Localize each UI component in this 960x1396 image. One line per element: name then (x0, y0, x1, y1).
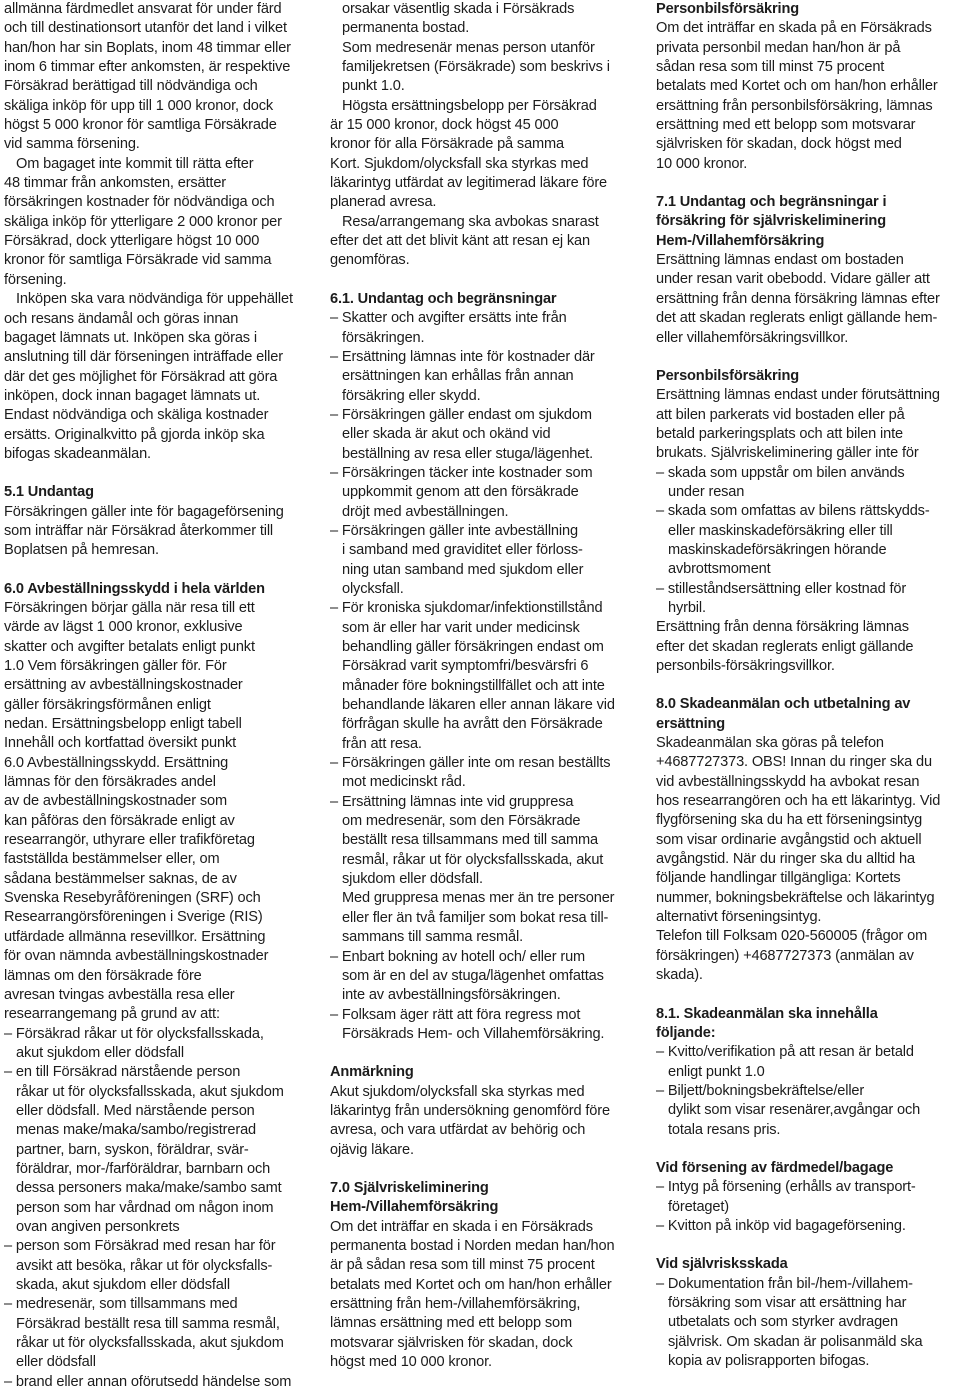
paragraph: Om det inträffar en skada i en Försäkrads permanenta bostad i Norden medan han/hon är på sådan resa som till minst 75 procent betalats med Kortet och om han/hon erhåller ersättning från hem-/villahemförsäkring, lämnas ersättning med ett belopp som motsvarar självrisken för skadan, dock högst med 10 000 kronor. (330, 1218, 615, 1371)
section-heading-anmarkning: Anmärkning (330, 1064, 414, 1081)
list-item: – Kvitton på inköp vid bagageförsening. (656, 1217, 906, 1234)
list-item: – Försäkringen gäller inte om resan beställts mot medicinskt råd. (330, 755, 611, 791)
paragraph: Ersättning lämnas endast om bostaden under resan varit obebodd. Vidare gäller att ersättning från denna försäkring lämnas efter det att skadan reglerats enligt gällande hem- eller villahemförsäkringsvillkor. (656, 252, 940, 346)
paragraph: Försäkringen börjar gälla när resa till ett värde av lägst 1 000 kronor, exklusive skatter och avgifter betalats enligt punkt 1.0 Vem försäkringen gäller för. För ersättning av avbeställningskostnader gäller försäkringsförmånen enligt nedan. Ersättningsbelopp enligt tabell Innehåll och kortfattad översikt punkt 6.0 Avbeställningsskydd. Ersättning lämnas för den försäkrades andel av de avbeställningskostnader som kan påföras den försäkrade enligt av researrangör, uthyrare eller trafikföretag fastställda bestämmelser eller, om sådana bestämmelser saknas, de av Svenska Resebyråföreningen (SRF) och Researrangörsföreningen i Sverige (RIS) utfärdade allmänna resevillkor. Ersättning för ovan nämnda avbeställningskostnader lämnas om den försäkrade före avresan tvingas avbeställa resa eller researrangemang på grund av att: (4, 599, 269, 1023)
section-heading-7-0: 7.0 Självriskeliminering Hem-/Villahemförsäkring (330, 1179, 499, 1216)
paragraph: Ersättning från denna försäkring lämnas efter det skadan reglerats enligt gällande personbils-försäkringsvillkor. (656, 619, 914, 674)
list-item: – Intyg på försening (erhålls av transport- företaget) (656, 1179, 916, 1215)
paragraph: Om det inträffar en skada på en Försäkrads privata personbil medan han/hon är på sådan resa som till minst 75 procent betalats med Kortet och om han/hon erhåller ersättning från personbilsförsäkring, lämnas ersättning med ett belopp som motsvarar självrisken för skadan, dock högst med 10 000 kronor. (656, 20, 938, 172)
list-item: – Skatter och avgifter ersätts inte från försäkringen. (330, 310, 567, 346)
paragraph: Resa/arrangemang ska avbokas snarast efter det att det blivit känt att resan ej kan genomföras. (330, 213, 599, 269)
section-heading-8-1: 8.1. Skadeanmälan ska innehålla följande: (656, 1005, 878, 1041)
list-item: – Kvitto/verifikation på att resan är betald enligt punkt 1.0 (656, 1044, 914, 1080)
list-item: – Ersättning lämnas inte vid gruppresa om medresenär, som den Försäkrade beställt resa tillsammans med till samma resmål, råkar ut för olycksfallsskada, akut sjukdom eller dödsfall. Med gruppresa menas mer än tre personer eller fler än två familjer som bokat resa till- sammans till samma resmål. (330, 793, 615, 946)
list-item: – Försäkringen täcker inte kostnader som uppkommit genom att den försäkrade dröjt med avbeställningen. (330, 464, 593, 520)
list-item: – medresenär, som tillsammans med Försäkrad beställt resa till samma resmål, råkar ut för olycksfallsskada, akut sjukdom eller dödsfall (4, 1296, 284, 1371)
section-heading-5-1: 5.1 Undantag (4, 484, 94, 501)
section-heading-6-0: 6.0 Avbeställningsskydd i hela världen (4, 580, 265, 597)
paragraph: Telefon till Folksam 020-560005 (frågor om försäkringen) +4687727373 (anmälan av skada). (656, 928, 928, 984)
section-heading-sjalvrisk: Vid självrisksskada (656, 1256, 788, 1273)
list-item: – skada som omfattas av bilens rättskydds- eller maskinskadeförsäkring eller till maskinskadeförsäkringen hörande avbrottsmoment (656, 503, 930, 578)
list-item: – Försäkringen gäller inte avbeställning i samband med graviditet eller förloss- ning utan samband med sjukdom eller olycksfall. (330, 522, 584, 597)
section-heading-personbil: Personbilsförsäkring (656, 1, 799, 17)
list-item: – Biljett/bokningsbekräftelse/eller dylikt som visar resenärer,avgångar och totala resans pris. (656, 1082, 921, 1138)
paragraph: Skadeanmälan ska göras på telefon +4687727373. OBS! Innan du ringer ska du vid avbeställningsskydd ha avbokat resan hos researrangören och ha ett läkarintyg. Vid flygförsening ska du ha ett förseningsintyg som visar ordinarie avgångstid och aktuell avgångstid. När du ringer ska du alltid ha följande handlingar tillgängliga: Kortets nummer, bokningsbekräftelse och läkarintyg alternativt förseningsintyg. (656, 735, 941, 926)
list-item: – Dokumentation från bil-/hem-/villahem- försäkring som visar att ersättning har utbetalats och som styrker avdragen självrisk. Om skadan är polisanmäld ska kopia av polisrapporten bifogas. (656, 1275, 923, 1369)
list-item: – Folksam äger rätt att föra regress mot Försäkrads Hem- och Villahemförsäkring. (330, 1006, 605, 1042)
paragraph: Akut sjukdom/olycksfall ska styrkas med läkarintyg från undersökning genomförd före avresa, och vara utfärdat av behörig och ojävig läkare. (330, 1083, 610, 1158)
list-item: – brand eller annan oförutsedd händelse som (4, 1373, 292, 1390)
list-item: – Försäkringen gäller endast om sjukdom eller skada är akut och okänd vid beställning av resa eller stuga/lägenhet. (330, 406, 594, 462)
section-heading-personbil-2: Personbilsförsäkring (656, 367, 799, 384)
column-2 (330, 0, 635, 1372)
list-item: – skada som uppstår om bilen används under resan (656, 464, 905, 500)
paragraph: Ersättning lämnas endast under förutsättning att bilen parkerats vid bostaden eller på betald parkeringsplats och att bilen inte brukats. Självriskeliminering gäller inte för (656, 387, 940, 462)
list-item: – stilleståndsersättning eller kostnad för hyrbil. (656, 580, 907, 616)
paragraph: Högsta ersättningsbelopp per Försäkrad är 15 000 kronor, dock högst 45 000 kronor för alla Försäkrade på samma Kort. Sjukdom/olycksfall ska styrkas med läkarintyg utfärdat av legitimerad läkare före planerad avresa. (330, 97, 608, 211)
column-1 (4, 0, 309, 1392)
section-heading-forsening: Vid försening av färdmedel/bagage (656, 1159, 894, 1176)
paragraph: allmänna färdmedlet ansvarat för under färd och till destinationsort utanför det land i vilket han/hon har sin Boplats, inom 48 timmar eller inom 6 timmar efter ankomsten, är respektive Försäkrad berättigad till nödvändiga och skäliga inköp för upp till 1 000 kronor, dock högst 5 000 kronor för samtliga Försäkrade vid samma försening. (4, 1, 291, 153)
list-item: – Försäkrad råkar ut för olycksfallsskada, akut sjukdom eller dödsfall (4, 1025, 264, 1061)
column-3 (656, 0, 958, 1371)
section-heading-7-1: 7.1 Undantag och begränsningar i försäkring för självriskeliminering Hem-/Villahemförsäkring (656, 194, 887, 249)
section-heading-6-1: 6.1. Undantag och begränsningar (330, 290, 557, 307)
list-item: – person som Försäkrad med resan har för avsikt att besöka, råkar ut för olycksfalls- skada, akut sjukdom eller dödsfall (4, 1238, 276, 1293)
paragraph: Om bagaget inte kommit till rätta efter 48 timmar från ankomsten, ersätter försäkringen kostnader för nödvändiga och skäliga inköp för ytterligare 2 000 kronor per Försäkrad, dock ytterligare högst 10 000 kronor för samtliga Försäkrade vid samma försening. (4, 155, 282, 288)
paragraph: orsakar väsentlig skada i Försäkrads permanenta bostad. Som medresenär menas person utanför familjekretsen (Försäkrade) som beskrivs i punkt 1.0. (342, 1, 610, 95)
list-item: – en till Försäkrad närstående person råkar ut för olycksfallsskada, akut sjukdom eller dödsfall. Med närstående person menas make/maka/sambo/registrerad partner, barn, syskon, föräldrar, svär- föräldrar, mor-/farföräldrar, barnbarn och dessa personers maka/make/sambo samt person som har vårdnad om någon inom ovan angiven personkrets (4, 1064, 284, 1235)
paragraph: Inköpen ska vara nödvändiga för uppehället och resans ändamål och göras innan bagaget lämnats ut. Inköpen ska göras i anslutning till där förseningen inträffade eller där det ges möjlighet för Försäkrad att göra inköpen, dock innan bagaget lämnats ut. Endast nödvändiga och skäliga kostnader ersätts. Originalkvitto på gjorda inköp ska bifogas skadeanmälan. (4, 291, 293, 462)
paragraph: Försäkringen gäller inte för bagageförsening som inträffar när Försäkrad återkommer till Boplatsen på hemresan. (4, 503, 284, 559)
list-item: – Enbart bokning av hotell och/ eller rum som är en del av stuga/lägenhet omfattas inte av avbeställningsförsäkringen. (330, 948, 604, 1004)
list-item: – Ersättning lämnas inte för kostnader där ersättningen kan erhållas från annan försäkring eller skydd. (330, 348, 595, 404)
section-heading-8-0: 8.0 Skadeanmälan och utbetalning av ersättning (656, 696, 911, 732)
list-item: – För kroniska sjukdomar/infektionstillstånd som är eller har varit under medicinsk behandling gäller försäkringen endast om Försäkrad varit symptomfri/besvärsfri 6 månader före bokningstillfället och att inte behandlande läkaren eller annan läkare vid förfrågan skulle ha avrått den Försäkrade från att resa. (330, 600, 615, 752)
